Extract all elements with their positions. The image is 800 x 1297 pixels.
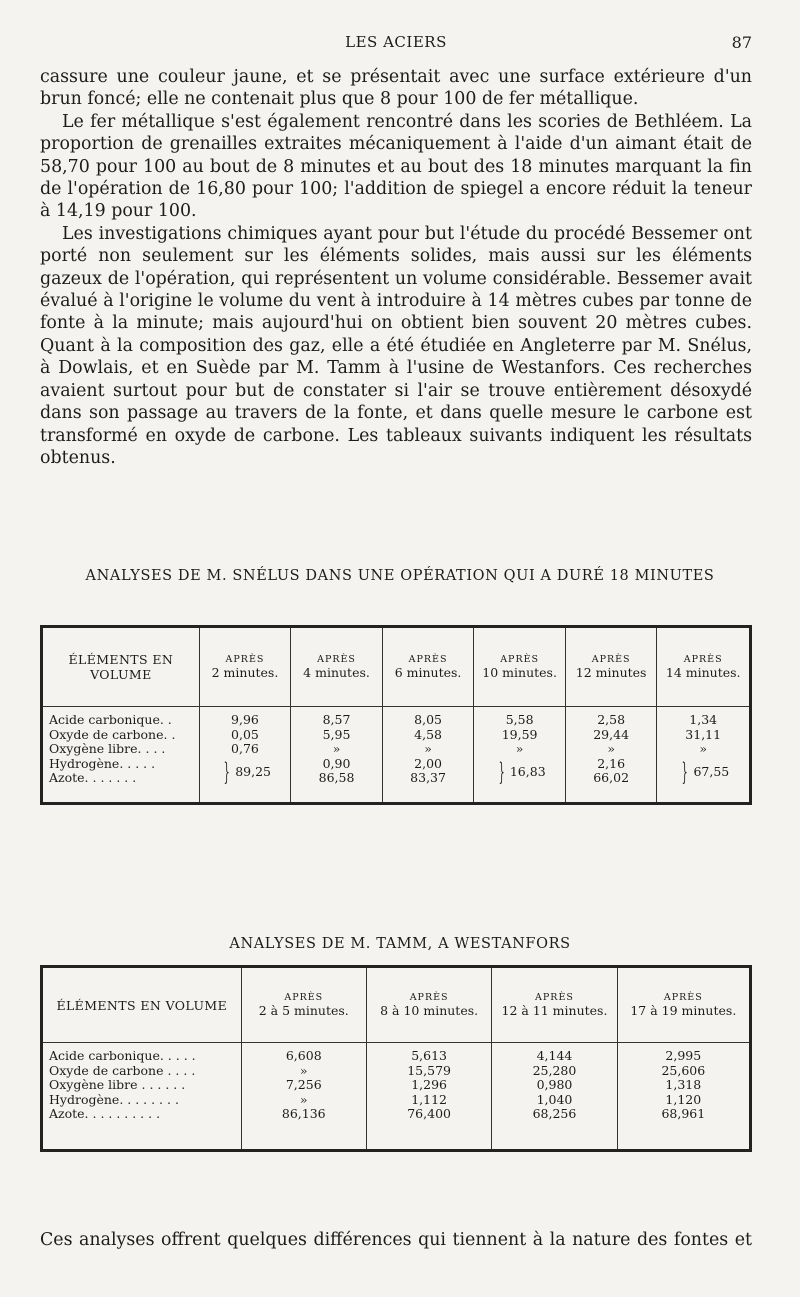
value-cell: 1,34 [689,712,718,727]
row-label: Azote. . . . . . . [49,770,137,786]
table1-col-header: APRÈS 14 minutes. [657,627,751,707]
table2-column [241,1043,366,1151]
row-label: Oxygène libre . . . . . . [49,1077,186,1093]
value-cell: 19,59 [501,726,538,742]
value-cell: 86,58 [318,770,355,786]
table1-column [199,707,291,804]
value-cell: 2,16 [597,755,626,771]
value-cell: 25,606 [661,1062,706,1078]
value-cell: 4,58 [414,726,442,742]
paragraph-2: Le fer métallique s'est également rencontré dans les scories de Bethléem. La proportion de grenailles extraites mécaniquement à l'aide d'un aimant était de 58,70 pour 100 au bout de 8 minutes et au bout des 18 minutes marquant la fin de l'opération de 16,80 pour 100; l'addition de spiegel a encore réduit la teneur à 14,19 pour 100. [40,111,752,222]
value-cell: 0,90 [322,755,351,771]
value-cell: 4,144 [536,1048,573,1063]
table1-col-header: APRÈS 4 minutes. [291,627,383,707]
running-title: LES ACIERS [345,33,447,51]
body-text [40,66,752,469]
value-cell: 2,00 [414,755,442,771]
value-cell: 1,318 [665,1077,702,1093]
value-cell: 25,280 [532,1062,577,1078]
brace: } [498,758,505,787]
merged-value-cell: } 67,55 [681,758,730,787]
value-cell: 1,120 [665,1091,702,1107]
table2-title: ANALYSES DE M. TAMM, A WESTANFORS [229,936,571,952]
value-cell: » [332,741,341,757]
row-label: Azote. . . . . . . . . . [49,1106,161,1122]
row-label: Hydrogène. . . . . [49,755,156,771]
table1-col-header: APRÈS 2 minutes. [199,627,291,707]
running-head [40,33,752,53]
table2-col-header: APRÈS 2 à 5 minutes. [241,967,366,1043]
table1-col-header: APRÈS 12 minutes [565,627,657,707]
page-number: 87 [731,33,752,52]
value-cell: 2,995 [665,1048,702,1063]
table1-col-header: APRÈS 6 minutes. [382,627,474,707]
merged-value-cell: } 89,25 [223,758,272,787]
value-cell: » [607,741,615,757]
table1-element-header: ÉLÉMENTS EN VOLUME [42,627,200,707]
value-cell: 15,579 [407,1062,451,1078]
value-cell: » [699,741,708,757]
value-cell: 5,613 [411,1048,448,1063]
table2-labels [42,1043,242,1151]
table2-column [617,1043,750,1151]
row-label: Acide carbonique. . . . . [49,1048,196,1063]
value-cell: 86,136 [281,1106,326,1122]
table1-column [291,707,383,804]
table2-col-header: APRÈS 17 à 19 minutes. [617,967,750,1043]
value-cell: 1,040 [536,1091,573,1107]
value-cell: 31,11 [685,726,722,742]
table2-element-header: ÉLÉMENTS EN VOLUME [42,967,242,1043]
table1-column [565,707,657,804]
table1-column [657,707,751,804]
brace: } [681,758,688,787]
value-cell: » [299,1062,308,1078]
table1-labels [42,707,200,804]
value-cell: 0,76 [231,741,259,757]
value-cell: 1,296 [411,1077,448,1093]
paragraph-3: Les investigations chimiques ayant pour but l'étude du procédé Bessemer ont porté non seulement sur les éléments solides, mais aussi sur les éléments gazeux de l'opération, qui représentent un volume considérable. Bessemer avait évalué à l'origine le volume du vent à introduire à 14 mètres cubes par tonne de fonte à la minute; mais aujourd'hui on obtient bien souvent 20 mètres cubes. Quant à la composition des gaz, elle a été étudiée en Angleterre par M. Snélus, à Dowlais, et en Suède par M. Tamm à l'usine de Westanfors. Ces recherches avaient surtout pour but de constater si l'air se trouve entièrement désoxydé dans son passage au travers de la fonte, et dans quelle mesure le carbone est transformé en oxyde de carbone. Les tableaux suivants indiquent les résultats obtenus. [40,223,752,468]
row-label: Hydrogène. . . . . . . . [49,1091,179,1107]
value-cell: » [299,1091,308,1107]
value-cell: 8,05 [414,712,442,727]
table1-column [474,707,566,804]
merged-value-cell: } 16,83 [498,758,546,787]
table2-col-header: APRÈS 8 à 10 minutes. [366,967,491,1043]
row-label: Oxyde de carbone . . . . [49,1062,196,1078]
value-cell: 2,58 [597,712,626,727]
value-cell: 83,37 [410,770,446,786]
value-cell: 9,96 [231,712,259,727]
value-cell: 8,57 [322,712,351,727]
table1-title: ANALYSES DE M. SNÉLUS DANS UNE OPÉRATION QUI A DURÉ 18 MINUTES [85,568,715,584]
value-cell: » [424,741,432,757]
brace: } [223,758,230,787]
table1-col-header: APRÈS 10 minutes. [474,627,566,707]
paragraph-1: cassure une couleur jaune, et se présentait avec une surface extérieure d'un brun foncé; elle ne contenait plus que 8 pour 100 de fer métallique. [40,67,752,110]
table2-column [366,1043,491,1151]
value-cell: 0,05 [231,726,259,742]
closing-line: Ces analyses offrent quelques différences qui tiennent à la nature des fontes et [40,1230,752,1250]
value-cell: 0,980 [536,1077,573,1093]
row-label: Acide carbonique. . [49,712,172,727]
value-cell: 6,608 [285,1048,322,1063]
value-cell: 68,961 [661,1106,706,1122]
table2-column [492,1043,617,1151]
value-cell: 1,112 [411,1091,448,1107]
tamm-table [40,965,752,1152]
value-cell: 66,02 [593,770,630,786]
table2-col-header: APRÈS 12 à 11 minutes. [492,967,617,1043]
value-cell: 76,400 [407,1106,451,1122]
value-cell: 7,256 [285,1077,322,1093]
table1-column [382,707,474,804]
value-cell: 29,44 [593,726,630,742]
row-label: Oxyde de carbone. . [49,726,176,742]
value-cell: » [515,741,524,757]
value-cell: 5,95 [322,726,351,742]
value-cell: 5,58 [505,712,534,727]
snelus-table [40,625,752,805]
row-label: Oxygène libre. . . . [49,741,166,757]
value-cell: 68,256 [532,1106,577,1122]
